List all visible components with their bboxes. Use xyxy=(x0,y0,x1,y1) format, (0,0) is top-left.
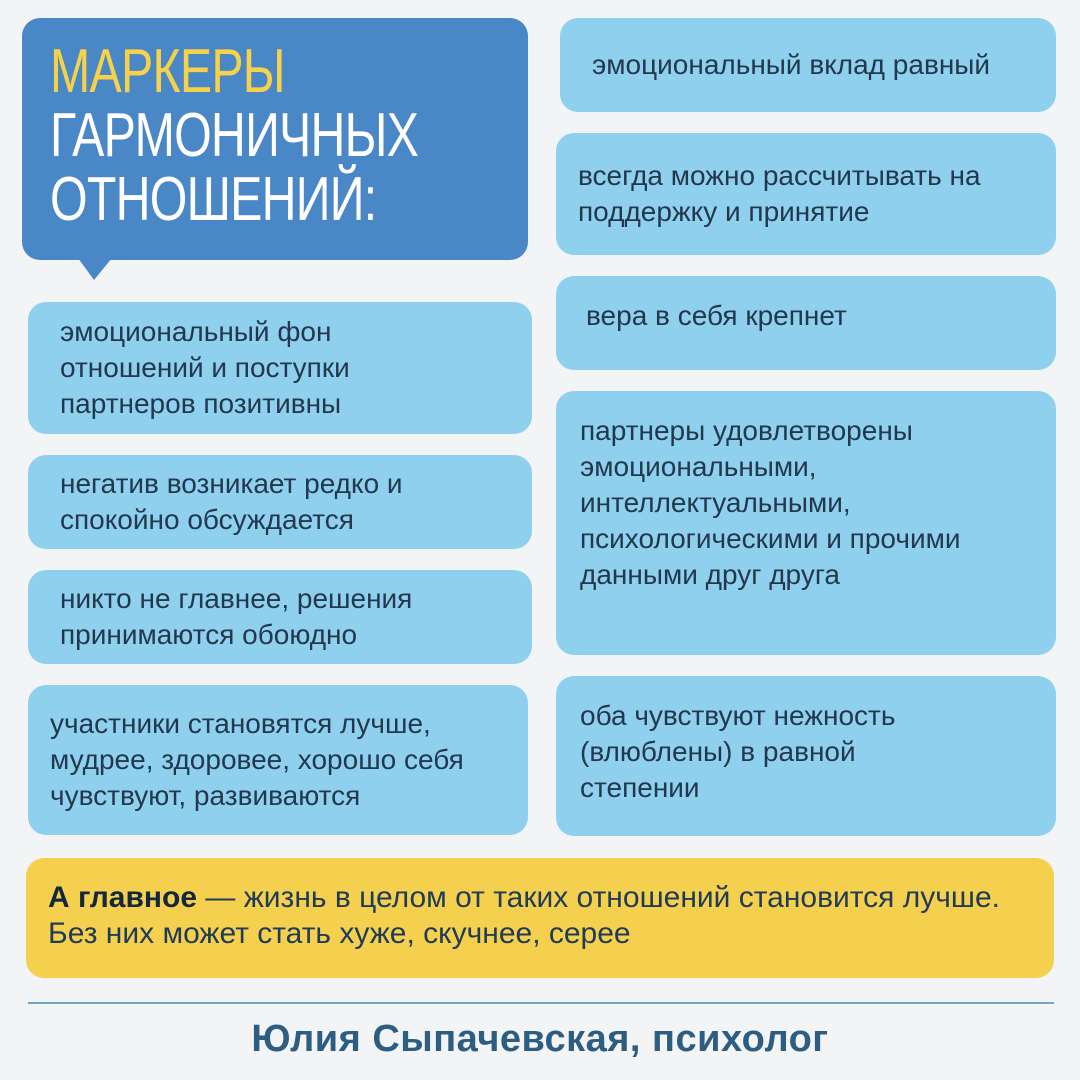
card-text: эмоциональный фон отношений и поступки партнеров позитивны xyxy=(60,316,350,419)
title-line-2: ГАРМОНИЧНЫХ xyxy=(50,101,419,170)
card-text: никто не главнее, решения принимаются обоюдно xyxy=(60,583,413,650)
title-bubble xyxy=(22,18,528,260)
summary-highlight xyxy=(26,858,1054,978)
left-card-negative-rare xyxy=(28,455,532,549)
author-signature: Юлия Сыпачевская, психолог xyxy=(251,1018,829,1060)
summary-bold: А главное xyxy=(48,881,198,914)
right-card-self-belief xyxy=(556,276,1056,370)
right-card-tenderness xyxy=(556,676,1056,836)
card-text: эмоциональный вклад равный xyxy=(592,49,991,80)
card-text: оба чувствуют нежность (влюблены) в равной степении xyxy=(580,700,896,803)
title-line-1: МАРКЕРЫ xyxy=(50,37,285,106)
title-line-3: ОТНОШЕНИЙ: xyxy=(50,165,377,234)
card-text: негатив возникает редко и спокойно обсуждается xyxy=(60,468,403,535)
summary-text: — жизнь в целом от таких отношений становится лучше. Без них может стать хуже, скучнее, серее xyxy=(48,881,1000,950)
card-text: всегда можно рассчитывать на поддержку и принятие xyxy=(578,160,981,227)
card-text: участники становятся лучше, мудрее, здоровее, хорошо себя чувствуют, развиваются xyxy=(50,708,464,811)
left-card-participants-better xyxy=(28,685,528,835)
left-card-emotional-background xyxy=(28,302,532,434)
card-text: вера в себя крепнет xyxy=(586,300,847,331)
right-card-equal-contribution xyxy=(560,18,1056,112)
right-card-partners-satisfied xyxy=(556,391,1056,655)
title-bubble-tail xyxy=(78,258,112,280)
right-card-support xyxy=(556,133,1056,255)
divider-line xyxy=(28,1002,1054,1004)
card-text: партнеры удовлетворены эмоциональными, интеллектуальными, психологическими и прочими данными друг друга xyxy=(580,415,961,590)
left-card-no-one-main xyxy=(28,570,532,664)
